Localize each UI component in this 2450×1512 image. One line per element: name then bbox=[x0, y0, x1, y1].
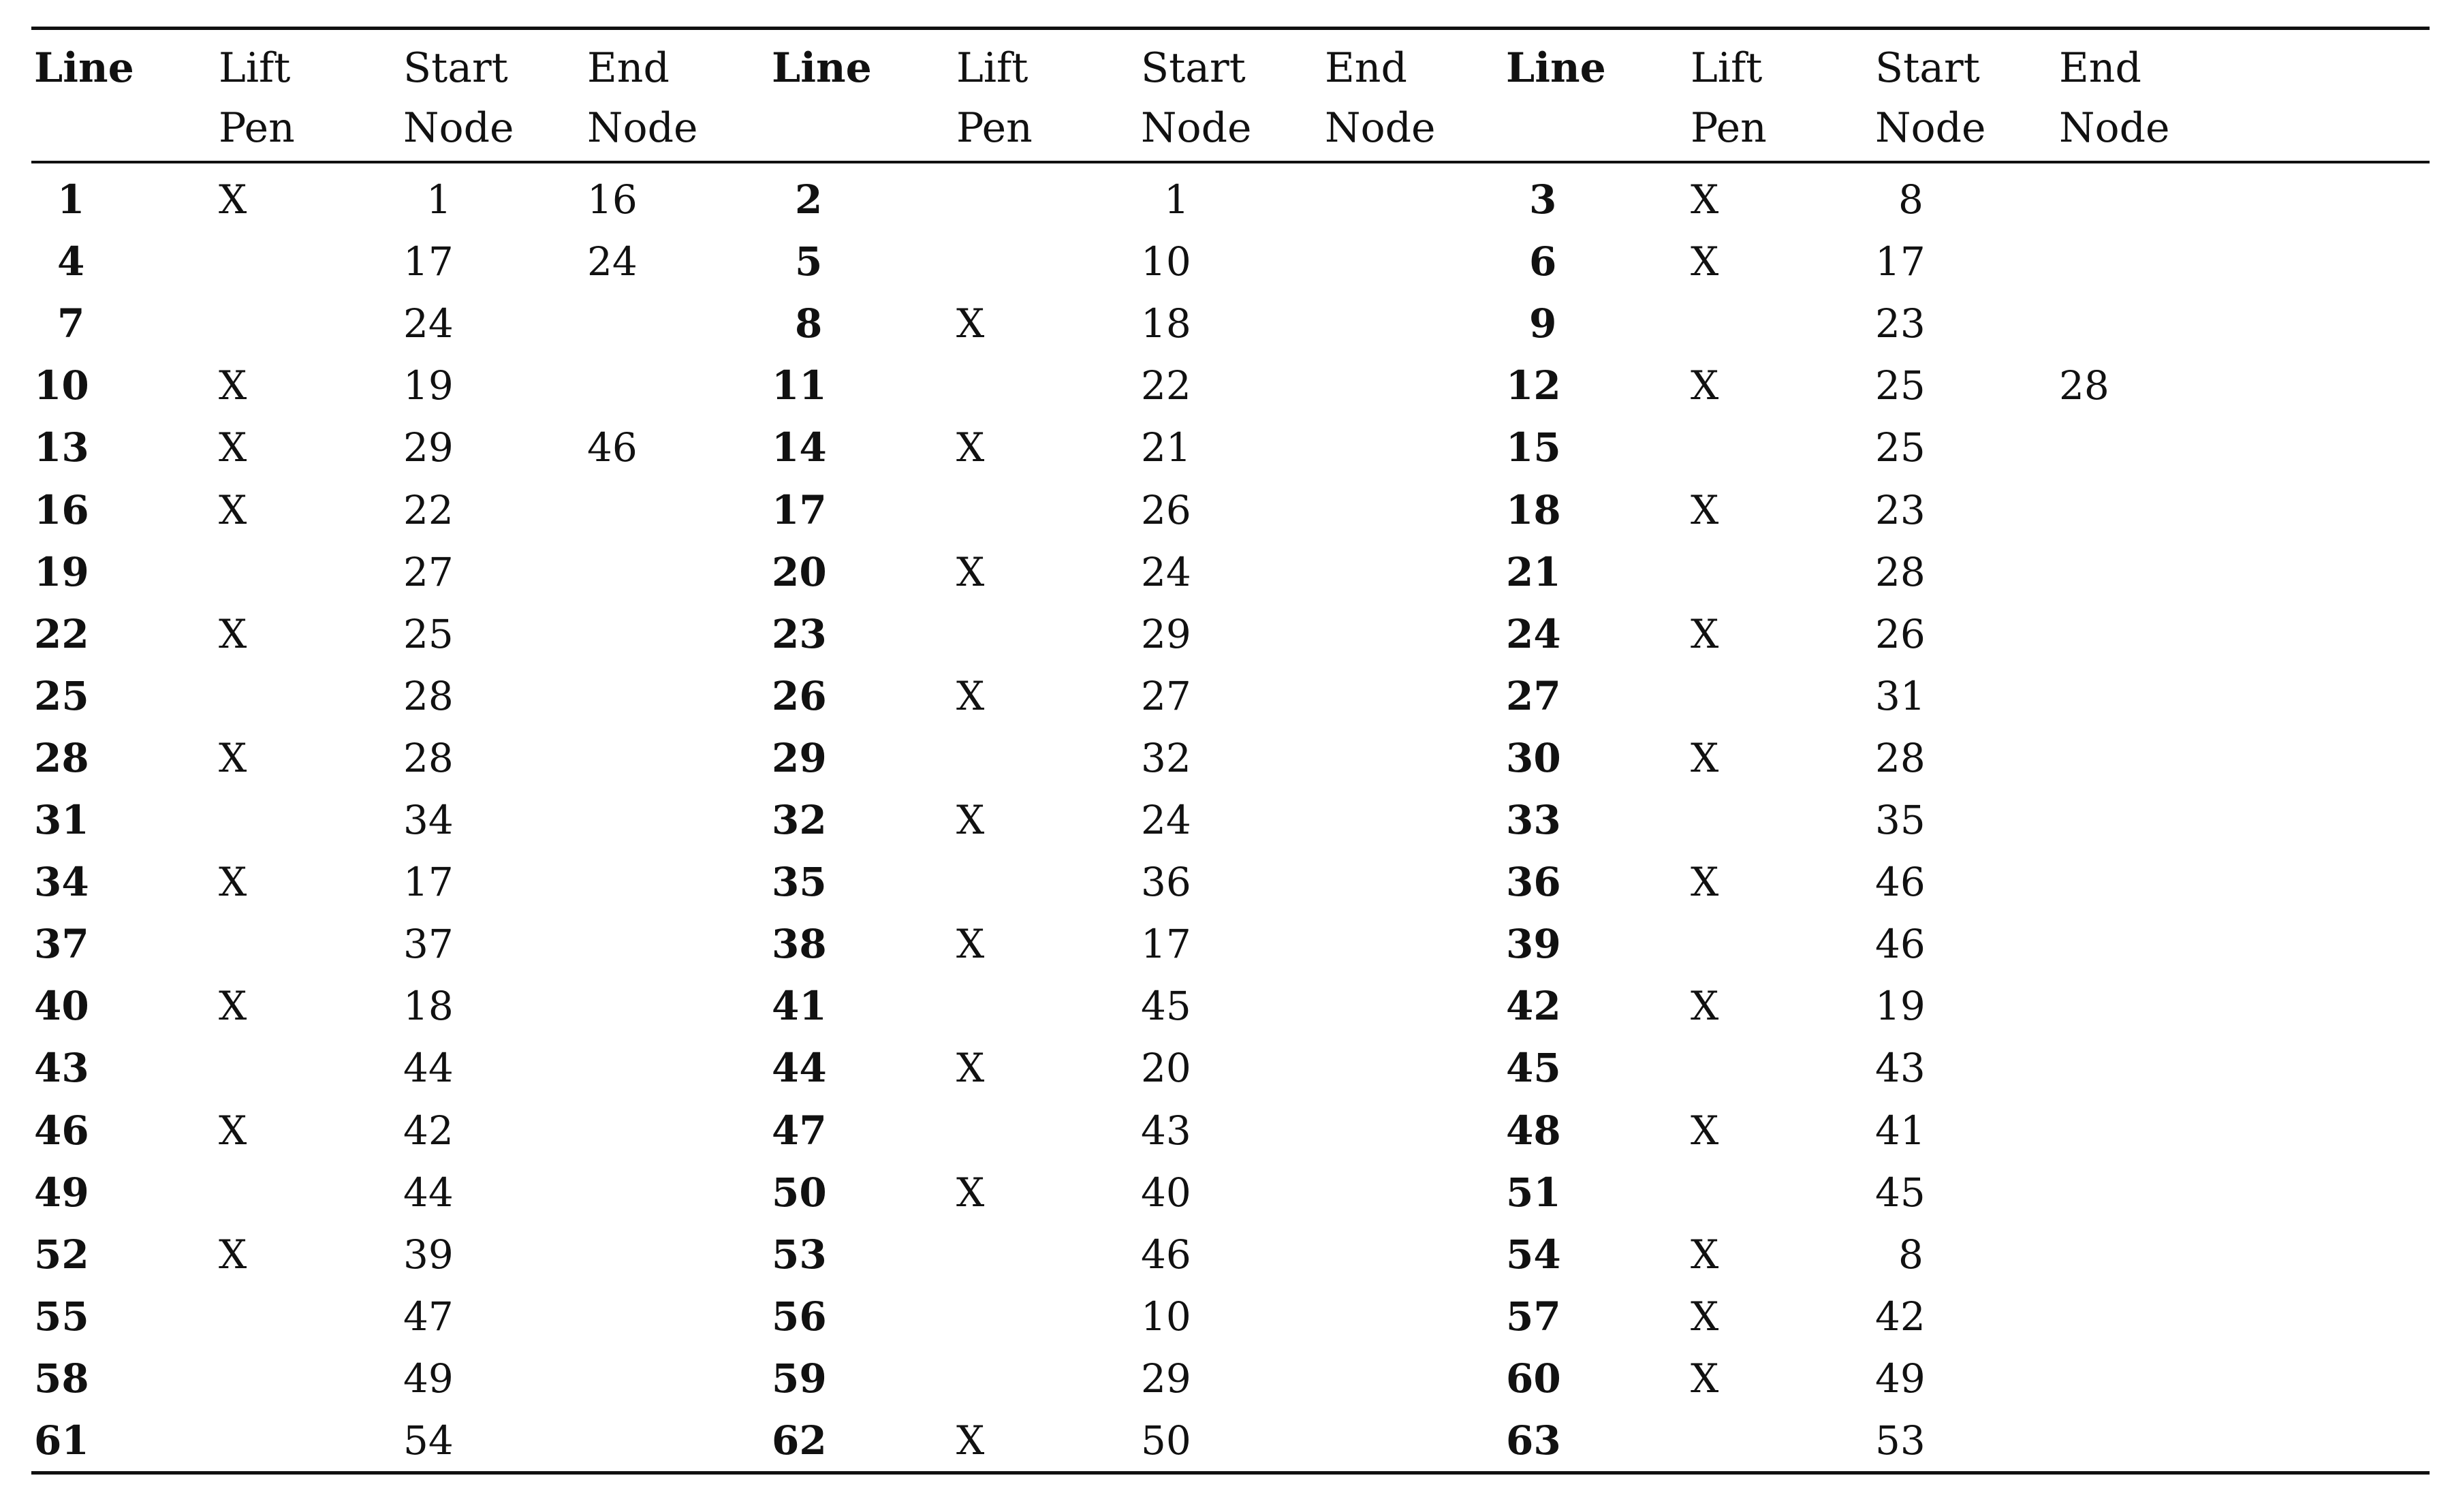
header-start: Start bbox=[1141, 44, 1246, 92]
header-lift: Lift bbox=[219, 44, 291, 92]
cell-start: 1 bbox=[1164, 176, 1189, 223]
cell-lift: X bbox=[956, 673, 985, 719]
header-lift: Lift bbox=[1691, 44, 1763, 92]
cell-start: 36 bbox=[1141, 859, 1191, 905]
cell-lift: X bbox=[956, 797, 985, 843]
cell-start: 34 bbox=[403, 797, 454, 843]
cell-start: 54 bbox=[403, 1417, 454, 1464]
cell-start: 47 bbox=[403, 1293, 454, 1340]
cell-start: 21 bbox=[1141, 424, 1191, 471]
cell-line: 17 bbox=[772, 487, 827, 533]
cell-lift: X bbox=[219, 859, 247, 905]
cell-line: 58 bbox=[34, 1355, 89, 1402]
cell-start: 35 bbox=[1875, 797, 1926, 843]
cell-line: 54 bbox=[1506, 1231, 1561, 1278]
cell-lift: X bbox=[219, 424, 247, 471]
cell-start: 10 bbox=[1141, 238, 1191, 285]
cell-end: 46 bbox=[587, 424, 638, 471]
cell-line: 27 bbox=[1506, 673, 1561, 719]
cell-lift: X bbox=[1691, 487, 1719, 533]
header-rule bbox=[31, 161, 2430, 163]
cell-line: 21 bbox=[1506, 549, 1561, 595]
cell-start: 50 bbox=[1141, 1417, 1191, 1464]
cell-start: 46 bbox=[1875, 921, 1926, 967]
cell-line: 6 bbox=[1529, 238, 1557, 285]
cell-line: 30 bbox=[1506, 735, 1561, 781]
cell-start: 28 bbox=[403, 735, 454, 781]
cell-line: 7 bbox=[57, 300, 85, 347]
cell-line: 49 bbox=[34, 1169, 89, 1216]
cell-lift: X bbox=[219, 611, 247, 657]
cell-lift: X bbox=[219, 362, 247, 409]
cell-line: 45 bbox=[1506, 1045, 1561, 1091]
cell-start: 17 bbox=[1141, 921, 1191, 967]
cell-start: 25 bbox=[1875, 362, 1926, 409]
cell-lift: X bbox=[1691, 611, 1719, 657]
cell-start: 28 bbox=[403, 673, 454, 719]
cell-line: 56 bbox=[772, 1293, 827, 1340]
header-pen: Pen bbox=[219, 104, 295, 152]
header-pen: Pen bbox=[1691, 104, 1767, 152]
cell-line: 44 bbox=[772, 1045, 827, 1091]
cell-start: 28 bbox=[1875, 549, 1926, 595]
cell-line: 26 bbox=[772, 673, 827, 719]
cell-start: 37 bbox=[403, 921, 454, 967]
cell-start: 32 bbox=[1141, 735, 1191, 781]
cell-lift: X bbox=[1691, 983, 1719, 1029]
cell-start: 31 bbox=[1875, 673, 1926, 719]
cell-start: 45 bbox=[1141, 983, 1191, 1029]
cell-line: 20 bbox=[772, 549, 827, 595]
cell-line: 4 bbox=[57, 238, 85, 285]
header-pen: Pen bbox=[956, 104, 1033, 152]
cell-start: 43 bbox=[1141, 1107, 1191, 1154]
cell-start: 49 bbox=[403, 1355, 454, 1402]
cell-lift: X bbox=[956, 1417, 985, 1464]
cell-start: 46 bbox=[1875, 859, 1926, 905]
cell-line: 10 bbox=[34, 362, 89, 409]
header-start-node: Node bbox=[403, 104, 514, 152]
header-start: Start bbox=[403, 44, 508, 92]
cell-line: 47 bbox=[772, 1107, 827, 1154]
cell-lift: X bbox=[956, 921, 985, 967]
cell-lift: X bbox=[1691, 1107, 1719, 1154]
header-line: Line bbox=[1506, 44, 1606, 92]
cell-line: 59 bbox=[772, 1355, 827, 1402]
cell-line: 8 bbox=[795, 300, 823, 347]
cell-line: 9 bbox=[1529, 300, 1557, 347]
cell-lift: X bbox=[1691, 238, 1719, 285]
cell-start: 1 bbox=[426, 176, 452, 223]
cell-lift: X bbox=[1691, 1231, 1719, 1278]
cell-lift: X bbox=[956, 424, 985, 471]
top-rule bbox=[31, 27, 2430, 30]
cell-end: 16 bbox=[587, 176, 638, 223]
cell-lift: X bbox=[1691, 176, 1719, 223]
header-end-node: Node bbox=[2059, 104, 2170, 152]
cell-line: 28 bbox=[34, 735, 89, 781]
cell-line: 22 bbox=[34, 611, 89, 657]
cell-line: 15 bbox=[1506, 424, 1561, 471]
cell-lift: X bbox=[956, 300, 985, 347]
header-start-node: Node bbox=[1875, 104, 1986, 152]
cell-line: 3 bbox=[1529, 176, 1557, 223]
cell-lift: X bbox=[219, 176, 247, 223]
bottom-rule bbox=[31, 1471, 2430, 1475]
cell-start: 17 bbox=[1875, 238, 1926, 285]
cell-line: 1 bbox=[57, 176, 85, 223]
cell-start: 53 bbox=[1875, 1417, 1926, 1464]
cell-lift: X bbox=[1691, 735, 1719, 781]
cell-lift: X bbox=[219, 487, 247, 533]
cell-line: 35 bbox=[772, 859, 827, 905]
cell-lift: X bbox=[956, 1169, 985, 1216]
cell-line: 53 bbox=[772, 1231, 827, 1278]
cell-start: 29 bbox=[403, 424, 454, 471]
cell-start: 23 bbox=[1875, 300, 1926, 347]
header-end: End bbox=[587, 44, 670, 92]
cell-line: 38 bbox=[772, 921, 827, 967]
cell-line: 33 bbox=[1506, 797, 1561, 843]
cell-start: 22 bbox=[403, 487, 454, 533]
cell-end: 24 bbox=[587, 238, 638, 285]
cell-lift: X bbox=[1691, 1293, 1719, 1340]
cell-start: 19 bbox=[403, 362, 454, 409]
cell-start: 44 bbox=[403, 1169, 454, 1216]
cell-line: 50 bbox=[772, 1169, 827, 1216]
cell-line: 48 bbox=[1506, 1107, 1561, 1154]
cell-start: 40 bbox=[1141, 1169, 1191, 1216]
cell-line: 34 bbox=[34, 859, 89, 905]
header-end-node: Node bbox=[587, 104, 698, 152]
cell-line: 39 bbox=[1506, 921, 1561, 967]
cell-line: 62 bbox=[772, 1417, 827, 1464]
cell-end: 28 bbox=[2059, 362, 2109, 409]
cell-line: 41 bbox=[772, 983, 827, 1029]
cell-line: 32 bbox=[772, 797, 827, 843]
cell-start: 26 bbox=[1141, 487, 1191, 533]
cell-line: 63 bbox=[1506, 1417, 1561, 1464]
cell-start: 24 bbox=[1141, 549, 1191, 595]
cell-start: 39 bbox=[403, 1231, 454, 1278]
cell-start: 29 bbox=[1141, 611, 1191, 657]
cell-start: 23 bbox=[1875, 487, 1926, 533]
cell-line: 25 bbox=[34, 673, 89, 719]
cell-start: 10 bbox=[1141, 1293, 1191, 1340]
cell-line: 24 bbox=[1506, 611, 1561, 657]
cell-start: 17 bbox=[403, 238, 454, 285]
cell-start: 46 bbox=[1141, 1231, 1191, 1278]
cell-start: 18 bbox=[1141, 300, 1191, 347]
cell-line: 29 bbox=[772, 735, 827, 781]
header-end: End bbox=[1325, 44, 1407, 92]
cell-line: 46 bbox=[34, 1107, 89, 1154]
header-line: Line bbox=[772, 44, 872, 92]
cell-line: 36 bbox=[1506, 859, 1561, 905]
cell-start: 45 bbox=[1875, 1169, 1926, 1216]
cell-start: 25 bbox=[403, 611, 454, 657]
cell-start: 26 bbox=[1875, 611, 1926, 657]
cell-line: 51 bbox=[1506, 1169, 1561, 1216]
cell-lift: X bbox=[219, 1107, 247, 1154]
cell-lift: X bbox=[219, 735, 247, 781]
cell-line: 52 bbox=[34, 1231, 89, 1278]
cell-start: 18 bbox=[403, 983, 454, 1029]
header-lift: Lift bbox=[956, 44, 1028, 92]
cell-line: 5 bbox=[795, 238, 823, 285]
cell-line: 14 bbox=[772, 424, 827, 471]
cell-line: 37 bbox=[34, 921, 89, 967]
cell-start: 24 bbox=[1141, 797, 1191, 843]
cell-lift: X bbox=[219, 1231, 247, 1278]
cell-line: 42 bbox=[1506, 983, 1561, 1029]
cell-start: 42 bbox=[1875, 1293, 1926, 1340]
cell-start: 27 bbox=[1141, 673, 1191, 719]
header-end: End bbox=[2059, 44, 2141, 92]
cell-line: 19 bbox=[34, 549, 89, 595]
cell-start: 29 bbox=[1141, 1355, 1191, 1402]
cell-start: 41 bbox=[1875, 1107, 1926, 1154]
cell-line: 13 bbox=[34, 424, 89, 471]
header-start: Start bbox=[1875, 44, 1980, 92]
cell-lift: X bbox=[219, 983, 247, 1029]
cell-start: 22 bbox=[1141, 362, 1191, 409]
header-end-node: Node bbox=[1325, 104, 1436, 152]
cell-start: 19 bbox=[1875, 983, 1926, 1029]
cell-line: 40 bbox=[34, 983, 89, 1029]
cell-start: 43 bbox=[1875, 1045, 1926, 1091]
cell-line: 23 bbox=[772, 611, 827, 657]
cell-line: 11 bbox=[772, 362, 827, 409]
cell-lift: X bbox=[956, 1045, 985, 1091]
cell-line: 57 bbox=[1506, 1293, 1561, 1340]
cell-start: 44 bbox=[403, 1045, 454, 1091]
header-line: Line bbox=[34, 44, 134, 92]
cell-line: 31 bbox=[34, 797, 89, 843]
cell-line: 60 bbox=[1506, 1355, 1561, 1402]
cell-lift: X bbox=[1691, 859, 1719, 905]
cell-start: 20 bbox=[1141, 1045, 1191, 1091]
cell-start: 17 bbox=[403, 859, 454, 905]
cell-line: 2 bbox=[795, 176, 823, 223]
header-start-node: Node bbox=[1141, 104, 1252, 152]
cell-lift: X bbox=[1691, 1355, 1719, 1402]
cell-start: 49 bbox=[1875, 1355, 1926, 1402]
cell-lift: X bbox=[1691, 362, 1719, 409]
cell-line: 61 bbox=[34, 1417, 89, 1464]
cell-line: 12 bbox=[1506, 362, 1561, 409]
cell-line: 18 bbox=[1506, 487, 1561, 533]
cell-start: 8 bbox=[1898, 1231, 1923, 1278]
cell-start: 27 bbox=[403, 549, 454, 595]
cell-line: 55 bbox=[34, 1293, 89, 1340]
cell-line: 16 bbox=[34, 487, 89, 533]
cell-start: 42 bbox=[403, 1107, 454, 1154]
cell-start: 24 bbox=[403, 300, 454, 347]
cell-lift: X bbox=[956, 549, 985, 595]
cell-start: 8 bbox=[1898, 176, 1923, 223]
cell-start: 25 bbox=[1875, 424, 1926, 471]
cell-line: 43 bbox=[34, 1045, 89, 1091]
cell-start: 28 bbox=[1875, 735, 1926, 781]
